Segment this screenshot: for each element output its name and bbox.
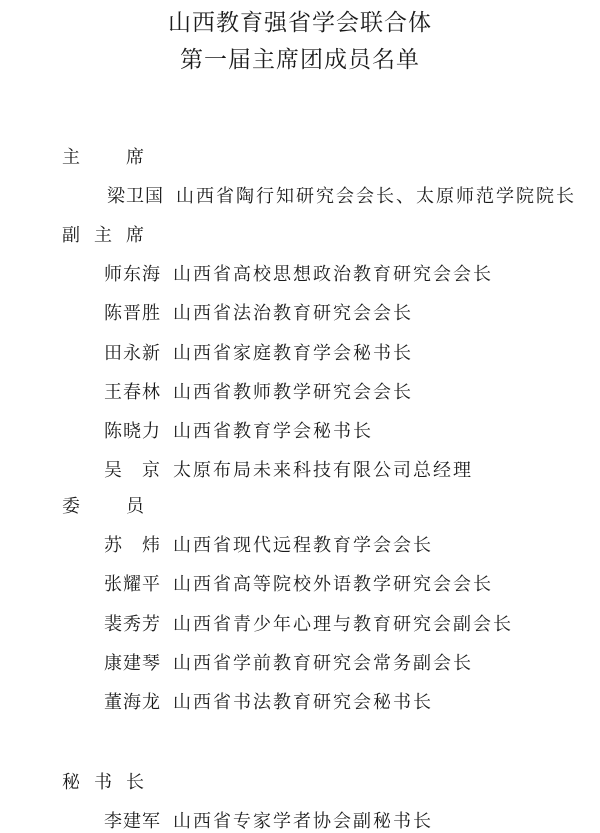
section-heading: 副 主 席 bbox=[62, 225, 144, 246]
member-row bbox=[104, 570, 493, 596]
section-heading: 委 员 bbox=[62, 496, 144, 517]
member-name: 张耀平 bbox=[104, 574, 160, 596]
member-title: 山西省高等院校外语教学研究会会长 bbox=[173, 574, 493, 596]
member-title: 山西省学前教育研究会常务副会长 bbox=[173, 652, 473, 674]
section-heading: 主 席 bbox=[62, 147, 144, 168]
member-row bbox=[104, 649, 473, 675]
member-row bbox=[104, 378, 413, 404]
member-name: 师东海 bbox=[104, 264, 160, 286]
member-row bbox=[104, 417, 373, 443]
member-name: 陈晋胜 bbox=[104, 303, 160, 325]
member-title: 山西省青少年心理与教育研究会副会长 bbox=[173, 613, 513, 635]
member-title: 山西省高校思想政治教育研究会会长 bbox=[173, 264, 493, 286]
member-title: 山西省现代远程教育学会会长 bbox=[173, 535, 433, 557]
section-heading: 秘 书 长 bbox=[62, 772, 144, 793]
member-name: 吴 京 bbox=[104, 460, 160, 482]
member-name: 康建琴 bbox=[104, 652, 160, 674]
member-name: 田永新 bbox=[104, 342, 160, 364]
member-title: 山西省教师教学研究会会长 bbox=[173, 381, 413, 403]
member-name: 陈晓力 bbox=[104, 421, 160, 442]
member-title: 山西省教育学会秘书长 bbox=[173, 421, 373, 442]
member-row bbox=[104, 299, 413, 325]
document-title-line-2: 第一届主席团成员名单 bbox=[180, 47, 420, 73]
member-row bbox=[104, 688, 433, 714]
member-title: 山西省法治教育研究会会长 bbox=[173, 303, 413, 325]
member-row bbox=[104, 610, 513, 636]
member-title: 山西省家庭教育学会秘书长 bbox=[173, 342, 413, 364]
member-row bbox=[104, 456, 473, 482]
member-name: 李建军 bbox=[104, 811, 160, 833]
member-row bbox=[107, 182, 576, 208]
member-row bbox=[104, 260, 493, 286]
member-row bbox=[104, 807, 433, 833]
member-row bbox=[104, 531, 433, 557]
member-title: 山西省陶行知研究会会长、太原师范学院院长 bbox=[176, 186, 576, 208]
document-title-line-1: 山西教育强省学会联合体 bbox=[168, 10, 432, 36]
member-title: 山西省专家学者协会副秘书长 bbox=[173, 811, 433, 833]
member-name: 董海龙 bbox=[104, 692, 160, 713]
member-name: 梁卫国 bbox=[107, 186, 163, 208]
member-title: 山西省书法教育研究会秘书长 bbox=[173, 692, 433, 713]
member-name: 苏 炜 bbox=[104, 535, 160, 557]
member-title: 太原布局未来科技有限公司总经理 bbox=[173, 460, 473, 482]
member-name: 王春林 bbox=[104, 381, 160, 403]
member-row bbox=[104, 339, 413, 365]
member-name: 裴秀芳 bbox=[104, 613, 160, 635]
